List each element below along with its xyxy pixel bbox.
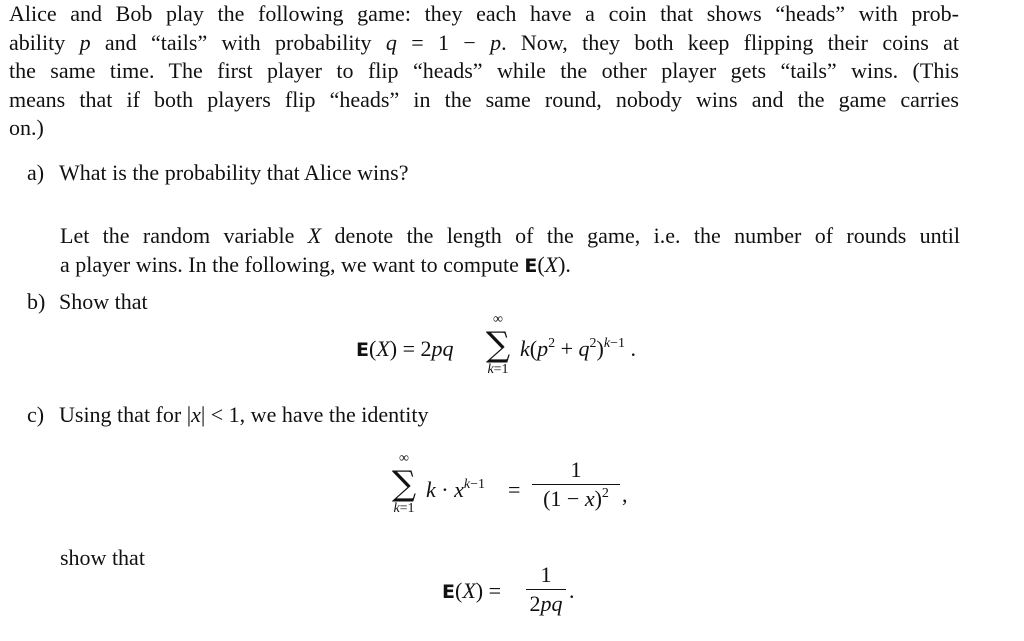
equation-b-lhs: E(X) = 2pq [356, 336, 454, 361]
equation-b-rhs: $k(p^2 + q^2)^{k-1}$ . [520, 336, 636, 361]
part-b [27, 289, 148, 315]
final-equation-period: . [569, 578, 575, 603]
note-line-1: Let the random variable X denote the length of the game, i.e. the number of rounds until [60, 223, 960, 248]
part-b-text: Show that [59, 289, 148, 314]
part-c-label: c) [27, 402, 45, 427]
intro-line-4: means that if both players flip “heads” in the same round, nobody wins and the game carries [9, 86, 959, 112]
identity-term: $k \cdot x^{k-1}$ [426, 477, 485, 502]
part-a [27, 160, 408, 186]
problem-intro [9, 0, 959, 143]
part-c-text: Using that for |x| < 1, we have the identity [59, 402, 429, 427]
final-equation-lhs: E(X) = [442, 578, 501, 603]
identity-sum: ∞ ∑ k=1 [391, 451, 417, 516]
part-b-label: b) [27, 289, 46, 314]
identity-fraction: 1 $(1 - x)^2$ [532, 457, 620, 512]
show-that-label: show that [60, 545, 145, 570]
intro-line-2: ability p and “tails” with probability q = 1 − p. Now, they both keep flipping their coins at [9, 29, 959, 55]
intro-line-1: Alice and Bob play the following game: they each have a coin that shows “heads” with prob- [9, 1, 959, 26]
part-a-text: What is the probability that Alice wins? [59, 160, 409, 185]
intro-line-5: on.) [9, 115, 44, 141]
part-c [27, 402, 428, 428]
definition-note [60, 222, 960, 279]
intro-line-3: the same time. The first player to flip “heads” while the other player gets “tails” wins. (This [9, 58, 959, 84]
identity-equals: = [508, 477, 521, 502]
note-line-2: a player wins. In the following, we want to compute E(X). [60, 251, 571, 277]
final-equation-fraction: 1 2pq [526, 562, 566, 617]
part-a-label: a) [27, 160, 45, 185]
identity-comma: , [622, 482, 628, 507]
equation-b-sum: ∞ ∑ k=1 [485, 312, 511, 377]
